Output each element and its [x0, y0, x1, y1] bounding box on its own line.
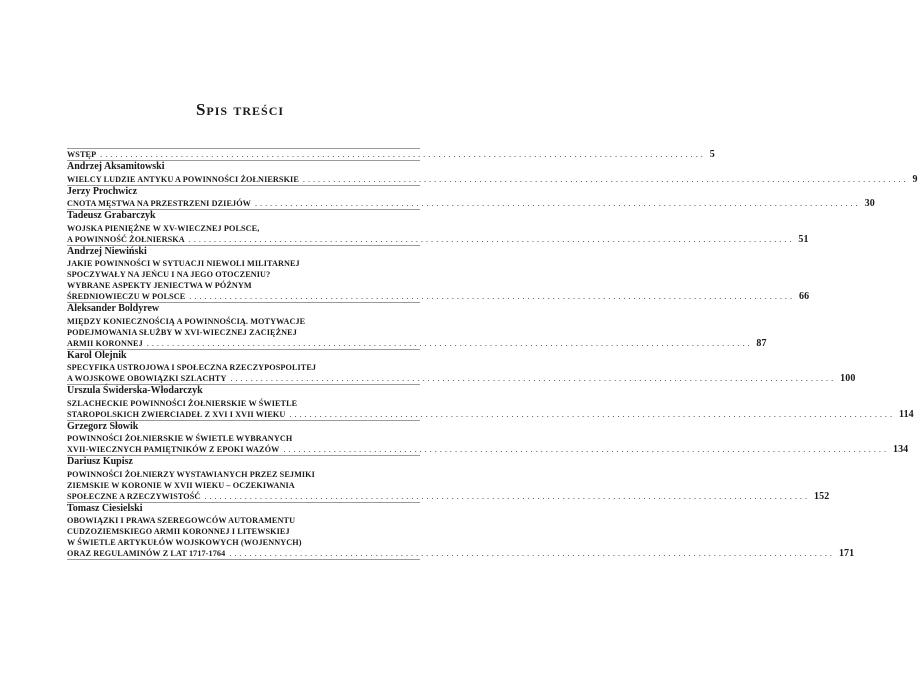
- entry-title-line: [67, 490, 830, 502]
- entry-title-line: [67, 233, 809, 245]
- leader-dots: ........................................................................................................................: [188, 234, 795, 244]
- entry-author: Aleksander Boldyrew: [67, 303, 160, 314]
- entry-author: Tadeusz Grabarczyk: [67, 210, 156, 221]
- entry-author: Grzegorz Słowik: [67, 420, 139, 432]
- toc-entry[interactable]: [67, 456, 830, 503]
- entry-title-line: [67, 223, 420, 234]
- leader-dots: ........................................................................................................................: [283, 445, 889, 454]
- entry-title-text: CNOTA MĘSTWA NA PRZESTRZENI DZIEJÓW: [67, 199, 251, 208]
- entry-page-number: 152: [814, 490, 830, 502]
- leader-dots: ........................................................................................................................: [254, 199, 861, 208]
- entry-title-text: ZIEMSKIE W KORONIE W XVII WIEKU – OCZEKIWANIA: [67, 480, 295, 490]
- table-of-contents: [67, 148, 918, 560]
- entry-page-number: 9: [912, 173, 918, 185]
- entry-title-line: [67, 373, 856, 384]
- entry-title-text: POWINNOŚCI ŻOŁNIERSKIE W ŚWIETLE WYBRANYCH: [67, 434, 293, 443]
- entry-author: Urszula Świderska-Włodarczyk: [67, 385, 203, 396]
- entry-author: Andrzej Aksamitowski: [67, 161, 165, 172]
- entry-title-line: [67, 398, 420, 409]
- entry-author: Jerzy Prochwicz: [67, 185, 138, 197]
- entry-page-number: 87: [756, 337, 767, 349]
- toc-entry[interactable]: [67, 245, 810, 304]
- entry-title-text: XVII-WIECZNYCH PAMIĘTNIKÓW Z EPOKI WAZÓW: [67, 445, 280, 454]
- entry-title-text: STAROPOLSKICH ZWIERCIADEŁ Z XVI I XVII WIEKU: [67, 409, 286, 419]
- entry-title-line: [67, 408, 914, 420]
- entry-title-text: A WOJSKOWE OBOWIĄZKI SZLACHTY: [67, 374, 227, 383]
- entry-title-text: SPOCZYWAŁY NA JEŃCU I NA JEGO OTOCZENIU?: [67, 270, 271, 279]
- toc-entry[interactable]: [67, 303, 767, 350]
- entry-title-line: [67, 526, 420, 537]
- entry-title-text: WSTĘP: [67, 150, 97, 159]
- entry-page-number: 134: [892, 444, 909, 455]
- entry-title-text: CUDZOZIEMSKIEGO ARMII KORONNEJ I LITEWSKIEJ: [67, 527, 290, 536]
- entry-title-text: MIĘDZY KONIECZNOŚCIĄ A POWINNOŚCIĄ. MOTYWACJE: [67, 316, 306, 326]
- leader-dots: ........................................................................................................................: [100, 150, 706, 159]
- entry-page-number: 5: [709, 149, 715, 160]
- entry-page-number: 100: [840, 373, 856, 384]
- leader-dots: ........................................................................................................................: [204, 491, 811, 501]
- entry-title-line: [67, 469, 420, 480]
- entry-title-text: JAKIE POWINNOŚCI W SYTUACJI NIEWOLI MILITARNEJ: [67, 259, 300, 268]
- entry-title-text: SZLACHECKIE POWINNOŚCI ŻOŁNIERSKIE W ŚWIETLE: [67, 398, 298, 408]
- entry-title-line: [67, 362, 420, 373]
- entry-title-text: A POWINNOŚĆ ŻOŁNIERSKA: [67, 234, 185, 244]
- entry-title-line: [67, 258, 420, 269]
- entry-page-number: 171: [838, 548, 855, 559]
- entry-title-text: WYBRANE ASPEKTY JENIECTWA W PÓŹNYM: [67, 281, 252, 290]
- toc-entry[interactable]: [67, 161, 918, 186]
- entry-author: Karol Olejnik: [67, 349, 127, 361]
- entry-title-text: POWINNOŚCI ŻOŁNIERZY WYSTAWIANYCH PRZEZ SEJMIKI: [67, 469, 315, 479]
- leader-dots: ........................................................................................................................: [230, 374, 837, 383]
- entry-title-line: [67, 444, 909, 455]
- entry-title-line: [67, 316, 420, 327]
- entry-title-line: [67, 327, 420, 338]
- entry-title-text: ORAZ REGULAMINÓW Z LAT 1717-1764: [67, 549, 226, 558]
- entry-title-text: SPECYFIKA USTROJOWA I SPOŁECZNA RZECZYPOSPOLITEJ: [67, 363, 317, 372]
- entry-author: Andrzej Niewiński: [67, 245, 147, 257]
- entry-page-number: 51: [798, 233, 809, 245]
- entry-author: Tomasz Ciesielski: [67, 502, 143, 514]
- entry-title-text: PODEJMOWANIA SŁUŻBY W XVI-WIECZNEJ ZACIĘŻNEJ: [67, 327, 297, 337]
- page-title: Spis treści: [195, 100, 285, 119]
- entry-title-line: [67, 280, 420, 291]
- toc-entry[interactable]: [67, 349, 856, 386]
- entry-title-line: [67, 537, 420, 548]
- leader-dots: ........................................................................................................................: [189, 292, 795, 301]
- leader-dots: ........................................................................................................................: [146, 338, 753, 348]
- entry-title-text: SPOŁECZNE A RZECZYWISTOŚĆ: [67, 491, 201, 501]
- entry-title-line: [67, 548, 855, 559]
- entry-title-line: [67, 337, 767, 349]
- entry-title-line: [67, 173, 918, 185]
- leader-dots: ........................................................................................................................: [229, 549, 835, 558]
- entry-title-line: [67, 149, 715, 160]
- entry-title-text: ARMII KORONNEJ: [67, 338, 143, 348]
- entry-title-line: [67, 480, 420, 491]
- entry-title-line: [67, 198, 875, 209]
- toc-entry[interactable]: [67, 185, 875, 211]
- entry-title-line: [67, 433, 420, 444]
- toc-entry[interactable]: [67, 148, 715, 161]
- entry-title-line: [67, 515, 420, 526]
- entry-title-line: [67, 291, 810, 302]
- entry-page-number: 66: [799, 291, 810, 302]
- leader-dots: ........................................................................................................................: [302, 174, 909, 184]
- entry-page-number: 114: [899, 408, 914, 420]
- entry-title-line: [67, 269, 420, 280]
- entry-author: Dariusz Kupisz: [67, 456, 133, 467]
- entry-page-number: 30: [864, 198, 875, 209]
- entry-title-text: W ŚWIETLE ARTYKUŁÓW WOJSKOWYCH (WOJENNYCH): [67, 538, 302, 547]
- toc-entry[interactable]: [67, 502, 855, 561]
- toc-entry[interactable]: [67, 420, 909, 457]
- leader-dots: ........................................................................................................................: [289, 409, 896, 419]
- toc-entry[interactable]: [67, 210, 809, 246]
- entry-title-text: ŚREDNIOWIECZU W POLSCE: [67, 292, 186, 301]
- entry-title-text: WIELCY LUDZIE ANTYKU A POWINNOŚCI ŻOŁNIERSKIE: [67, 174, 299, 184]
- entry-title-text: OBOWIĄZKI I PRAWA SZEREGOWCÓW AUTORAMENTU: [67, 516, 296, 525]
- toc-entry[interactable]: [67, 385, 914, 421]
- entry-title-text: WOJSKA PIENIĘŻNE W XV-WIECZNEJ POLSCE,: [67, 223, 260, 233]
